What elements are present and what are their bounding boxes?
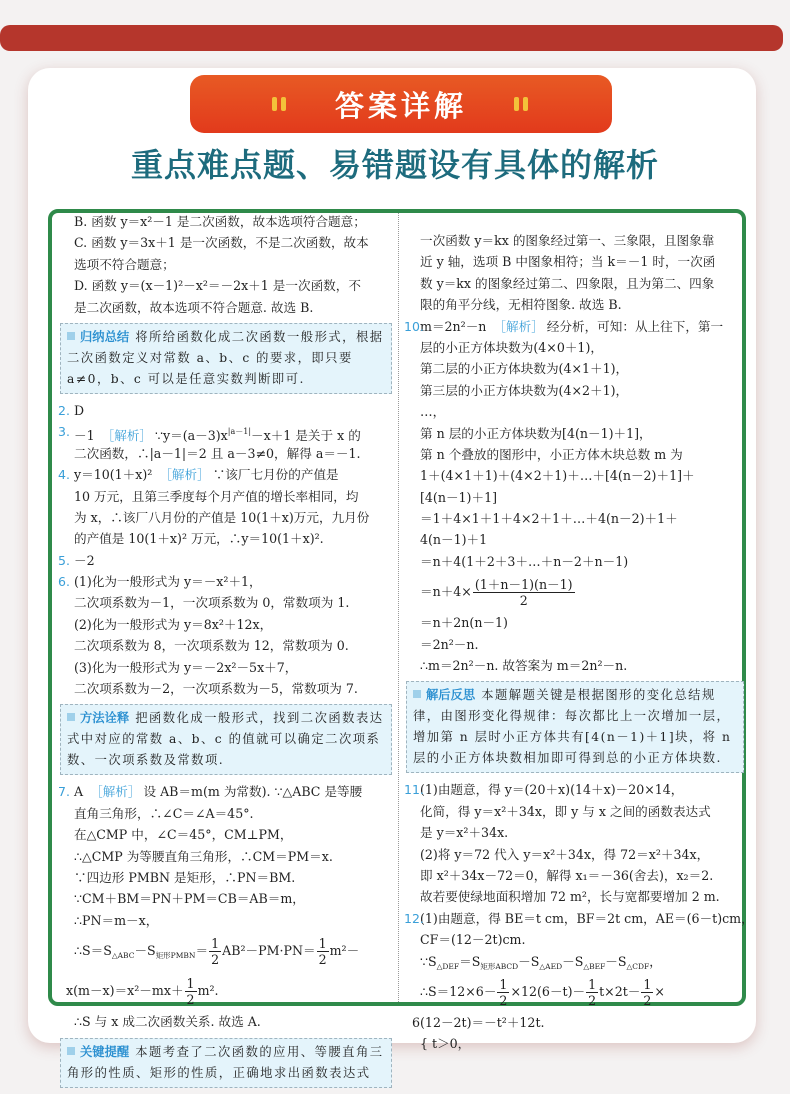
- answer-line: [60, 846, 392, 867]
- answer-text: ∵y＝(a－3)x: [155, 428, 228, 444]
- answer-text: 设 AB＝m(m 为常数). ∵△ABC 是等腰: [143, 784, 363, 800]
- analysis-tag: ［解析］: [493, 318, 544, 334]
- answer-text: m².: [197, 983, 219, 999]
- fraction-numerator: 1: [499, 976, 508, 992]
- answer-line: [60, 421, 392, 442]
- answer-text: 是二次函数，故本选项不符合题意. 故选 B.: [74, 299, 314, 315]
- answer-text: 10 万元，且第三季度每个月产值的增长率相同，均: [74, 488, 359, 504]
- question-number: 6.: [58, 574, 70, 590]
- question-number: 10.: [404, 318, 424, 334]
- answer-line: [60, 254, 392, 275]
- answer-text: 二次函数，∴|a－1|＝2 且 a－3≠0，解得 a＝－1.: [74, 445, 361, 461]
- answer-text: B. 函数 y＝x²－1 是二次函数，故本选项符合题意；: [74, 214, 366, 229]
- answer-line: [406, 529, 744, 550]
- answer-text: A: [74, 784, 88, 800]
- question-number: 12.: [404, 910, 424, 926]
- answer-line: [406, 951, 744, 972]
- answer-text: 为 x，∴该厂八月份的产值是 10(1＋x)万元，九月份: [74, 509, 370, 525]
- fraction-numerator: 1: [211, 936, 220, 952]
- answer-line: [406, 779, 744, 800]
- answer-text: 层的小正方体块数为(4×0＋1)，: [420, 339, 603, 355]
- fraction-denominator: 2: [211, 952, 220, 968]
- tip-box-label: 方法诠释: [67, 711, 129, 725]
- answer-line: [406, 1033, 744, 1054]
- answer-text: AB²－PM·PN＝: [222, 943, 316, 959]
- quote-mark-icon: [514, 97, 530, 111]
- answer-line: [60, 824, 392, 845]
- answer-line: [406, 551, 744, 572]
- answer-text: ∴S＝S: [74, 943, 112, 959]
- answer-text: x(m－x)＝x²－mx＋: [66, 983, 184, 999]
- answer-line: [406, 865, 744, 886]
- column-divider: [398, 213, 399, 1002]
- answer-line: [60, 931, 392, 971]
- tip-box-text: 本题考查了二次函数的应用、等腰直角三角形的性质、矩形的性质，正确地求出函数表达式: [67, 1044, 384, 1080]
- answer-line: [60, 635, 392, 656]
- answer-text: ∵S: [420, 953, 437, 969]
- answer-text: －2: [74, 552, 95, 568]
- answer-text: ＝n＋2n(n－1): [420, 615, 508, 631]
- subscript: 矩形PMBN: [155, 951, 196, 961]
- answer-text: C. 函数 y＝3x＋1 是一次函数，不是二次函数，故本: [74, 235, 369, 251]
- answer-text: 化简，得 y＝x²＋34x，即 y 与 x 之间的函数表达式: [420, 803, 711, 819]
- answer-line: [406, 337, 744, 358]
- answer-line: [60, 803, 392, 824]
- answer-line: [60, 464, 392, 485]
- answer-line: [406, 316, 744, 337]
- quote-mark-icon: [272, 97, 288, 111]
- answer-text: m＝2n²－n: [420, 318, 491, 334]
- answer-text: 二次项系数为－2，一次项系数为－5，常数项为 7.: [74, 681, 358, 697]
- answer-line: [60, 211, 392, 232]
- answer-text: 第 n 个叠放的图形中，小正方体木块总数 m 为: [420, 446, 683, 462]
- section-badge-title: 答案详解: [334, 88, 467, 123]
- answer-line: [60, 297, 392, 318]
- answer-column-left: [60, 211, 392, 1094]
- answer-text: －x＋1 是关于 x 的: [251, 428, 361, 444]
- answer-line: [406, 655, 744, 676]
- answer-text: (3)化为一般形式为 y＝－2x²－5x＋7，: [74, 659, 298, 675]
- answer-text: 二次项系数为－1，一次项系数为 0，常数项为 1.: [74, 595, 350, 611]
- answer-text: { t＞0，: [420, 1036, 471, 1052]
- answer-line: [406, 1012, 744, 1033]
- answer-text: D. 函数 y＝(x－1)²－x²＝－2x＋1 是一次函数，不: [74, 278, 361, 294]
- answer-line: [406, 634, 744, 655]
- fraction: [317, 936, 329, 967]
- fraction: [586, 977, 598, 1008]
- answer-text: ＝2n²－n.: [420, 636, 479, 652]
- answer-line: [406, 358, 744, 379]
- fraction-numerator: 1: [588, 976, 597, 992]
- answer-text: (2)化为一般形式为 y＝8x²＋12x，: [74, 616, 273, 632]
- question-number: 7.: [58, 784, 70, 800]
- answer-text: t×2t－: [599, 983, 641, 999]
- subscript: △CDF: [626, 961, 650, 971]
- fraction-numerator: 1: [186, 976, 195, 992]
- answer-line: [406, 844, 744, 865]
- analysis-tag: ［解析］: [159, 467, 210, 483]
- section-badge: [190, 75, 612, 133]
- answer-text: ＝1＋4×1＋1＋4×2＋1＋…＋4(n－2)＋1＋: [420, 511, 678, 527]
- tip-box-text: 本题解题关键是根据图形的变化总结规律，由图形变化得规律：每次都比上一次增加一层，增加第 n 层时小正方体共有[4(n－1)＋1]块，将 n 层的小正方体块数相加即可得到总的小正方体块数.: [413, 688, 732, 766]
- answer-text: ＝: [195, 943, 209, 959]
- tip-box-label: 关键提醒: [67, 1045, 129, 1059]
- subscript: 矩形ABCD: [480, 961, 519, 971]
- answer-line: [60, 971, 392, 1011]
- answer-text: ∵该厂七月份的产值是: [212, 467, 339, 483]
- answer-line: [406, 929, 744, 950]
- answer-text: 第三层的小正方体块数为(4×2＋1)，: [420, 382, 629, 398]
- answer-text: －S: [562, 953, 584, 969]
- answer-text: 选项不符合题意；: [74, 256, 175, 272]
- answer-line: [60, 400, 392, 421]
- fraction-numerator: (1＋n－1)(n－1): [474, 577, 573, 593]
- answer-line: [60, 657, 392, 678]
- answer-text: ＝S: [459, 953, 481, 969]
- answer-line: [406, 572, 744, 612]
- answer-text: －S: [605, 953, 627, 969]
- answer-line: [60, 571, 392, 592]
- superscript: |a－1|: [227, 427, 252, 437]
- answer-line: [60, 781, 392, 802]
- question-number: 11.: [404, 782, 424, 798]
- answer-text: ＝n＋4(1＋2＋3＋…＋n－2＋n－1): [420, 553, 629, 569]
- answer-line: [60, 550, 392, 571]
- answer-line: [406, 508, 744, 529]
- answer-line: [60, 678, 392, 699]
- answer-line: [406, 294, 744, 315]
- fraction-denominator: 2: [499, 992, 508, 1008]
- page-headline: 重点难点题、易错题设有具体的解析: [130, 146, 659, 184]
- answer-text: 在△CMP 中，∠C＝45°，CM⊥PM，: [74, 827, 293, 843]
- answer-text: ∴S＝12×6－: [420, 983, 497, 999]
- answer-line: [60, 910, 392, 931]
- analysis-tag: ［解析］: [101, 428, 152, 444]
- answer-text: 近 y 轴，选项 B 中图象相符；当 k＝－1 时，一次函: [420, 254, 716, 270]
- fraction-denominator: 2: [519, 593, 528, 609]
- answer-line: [406, 380, 744, 401]
- answer-line: [406, 972, 744, 1012]
- answer-text: (2)将 y＝72 代入 y＝x²＋34x，得 72＝x²＋34x，: [420, 846, 710, 862]
- answer-text: ∵CM＋BM＝PN＋PM＝CB＝AB＝m，: [74, 891, 305, 907]
- answer-text: 第二层的小正方体块数为(4×1＋1)，: [420, 361, 629, 377]
- answer-page-frame: [48, 209, 754, 1080]
- answer-text: ×12(6－t)－: [510, 983, 586, 999]
- answer-text: (1)化为一般形式为 y＝－x²＋1，: [74, 574, 262, 590]
- answer-text: (1)由题意，得 y＝(20＋x)(14＋x)－20×14，: [420, 782, 684, 798]
- answer-text: 是 y＝x²＋34x.: [420, 825, 509, 841]
- fraction-denominator: 2: [588, 992, 597, 1008]
- question-number: 4.: [58, 467, 70, 483]
- answer-text: －1: [74, 428, 99, 444]
- answer-line: [406, 423, 744, 444]
- answer-text: 一次函数 y＝kx 的图象经过第一、三象限，且图象靠: [420, 233, 715, 248]
- tip-box: [60, 704, 392, 775]
- answer-line: [406, 444, 744, 465]
- fraction-numerator: 1: [318, 936, 327, 952]
- tip-box-text: 将所给函数化成二次函数一般形式，根据二次函数定义对常数 a、b、c 的要求，即只要 a≠0，b、c 可以是任意实数判断即可.: [67, 329, 384, 386]
- answer-line: [60, 888, 392, 909]
- answer-text: …，: [420, 404, 446, 420]
- analysis-tag: ［解析］: [90, 784, 141, 800]
- answer-line: [406, 251, 744, 272]
- subscript: △DEF: [436, 961, 460, 971]
- answer-text: y＝10(1＋x)²: [74, 467, 157, 483]
- fraction: [641, 977, 653, 1008]
- subscript: △BEF: [583, 961, 606, 971]
- question-number: 2.: [58, 402, 70, 418]
- fraction: [209, 936, 221, 967]
- answer-text: 故若要使绿地面积增加 72 m²，长与宽都要增加 2 m.: [420, 889, 720, 905]
- answer-line: [60, 528, 392, 549]
- fraction: [473, 577, 575, 608]
- answer-text: ∴S 与 x 成二次函数关系. 故选 A.: [74, 1014, 261, 1030]
- fraction-denominator: 2: [186, 992, 195, 1008]
- answer-line: [60, 867, 392, 888]
- answer-line: [406, 465, 744, 486]
- tip-box: [406, 681, 744, 773]
- fraction-denominator: 2: [318, 952, 327, 968]
- answer-text: D: [74, 402, 85, 418]
- answer-line: [406, 487, 744, 508]
- answer-text: －S: [134, 943, 156, 959]
- answer-line: [60, 275, 392, 296]
- answer-line: [406, 822, 744, 843]
- answer-text: ×: [654, 983, 665, 999]
- answer-text: 4(n－1)＋1: [420, 532, 488, 548]
- answer-text: －S: [518, 953, 540, 969]
- answer-column-right: [404, 230, 754, 1055]
- answer-text: 直角三角形，∴∠C＝∠A＝45°.: [74, 805, 254, 821]
- answer-line: [406, 273, 744, 294]
- answer-text: [4(n－1)＋1]: [420, 489, 497, 505]
- answer-line: [406, 230, 744, 251]
- tip-box-text: 把函数化成一般形式，找到二次函数表达式中对应的常数 a、b、c 的值就可以确定二次项系数、一次项系数及常数项.: [67, 711, 384, 768]
- answer-text: 第 n 层的小正方体块数为[4(n－1)＋1]，: [420, 425, 652, 441]
- tip-box-label: 解后反思: [413, 688, 475, 702]
- answer-text: 即 x²＋34x－72＝0，解得 x₁＝－36(舍去)，x₂＝2.: [420, 867, 714, 883]
- answer-text: 1＋(4×1＋1)＋(4×2＋1)＋…＋[4(n－2)＋1]＋: [420, 468, 695, 484]
- answer-text: 的产值是 10(1＋x)² 万元，∴y＝10(1＋x)².: [74, 531, 324, 547]
- fraction: [497, 977, 509, 1008]
- answer-text: (1)由题意，得 BE＝t cm，BF＝2t cm，AE＝(6－t)cm，: [420, 910, 754, 926]
- answer-line: [60, 486, 392, 507]
- answer-text: ＝n＋4×: [420, 584, 472, 600]
- answer-text: ∴m＝2n²－n. 故答案为 m＝2n²－n.: [420, 658, 628, 674]
- tip-box: [60, 1038, 392, 1088]
- answer-text: m²－: [329, 943, 360, 959]
- question-number: 3.: [58, 424, 70, 440]
- answer-line: [60, 614, 392, 635]
- answer-line: [404, 908, 754, 929]
- answer-line: [406, 401, 744, 422]
- answer-line: [60, 443, 392, 464]
- subscript: △ABC: [111, 951, 135, 961]
- answer-line: [406, 886, 744, 907]
- tip-box-label: 归纳总结: [67, 330, 129, 344]
- answer-text: CF＝(12－2t)cm.: [420, 932, 526, 948]
- subscript: △AED: [539, 961, 563, 971]
- answer-text: 限的角平分线，无相符图象. 故选 B.: [420, 297, 622, 313]
- fraction: [185, 976, 197, 1007]
- answer-text: 6(12－2t)＝－t²＋12t.: [412, 1014, 545, 1030]
- answer-text: ∵四边形 PMBN 是矩形，∴PN＝BM.: [74, 869, 296, 885]
- fraction-numerator: 1: [643, 976, 652, 992]
- answer-line: [60, 507, 392, 528]
- fraction-denominator: 2: [643, 992, 652, 1008]
- answer-text: 数 y＝kx 的图象经过第二、四象限，且为第二、四象: [420, 275, 715, 291]
- answer-line: [406, 801, 744, 822]
- answer-line: [60, 592, 392, 613]
- answer-text: ∴PN＝m－x，: [74, 912, 159, 928]
- answer-text: 二次项系数为 8，一次项系数为 12，常数项为 0.: [74, 638, 349, 654]
- answer-line: [60, 1011, 392, 1032]
- answer-text: ∴△CMP 为等腰直角三角形，∴CM＝PM＝x.: [74, 848, 333, 864]
- answer-text: ，: [649, 953, 662, 969]
- question-number: 5.: [58, 552, 70, 568]
- top-banner-bar: [0, 25, 783, 51]
- tip-box: [60, 323, 392, 394]
- answer-line: [406, 612, 744, 633]
- answer-line: [60, 232, 392, 253]
- answer-text: 经分析，可知：从上往下，第一: [546, 318, 724, 334]
